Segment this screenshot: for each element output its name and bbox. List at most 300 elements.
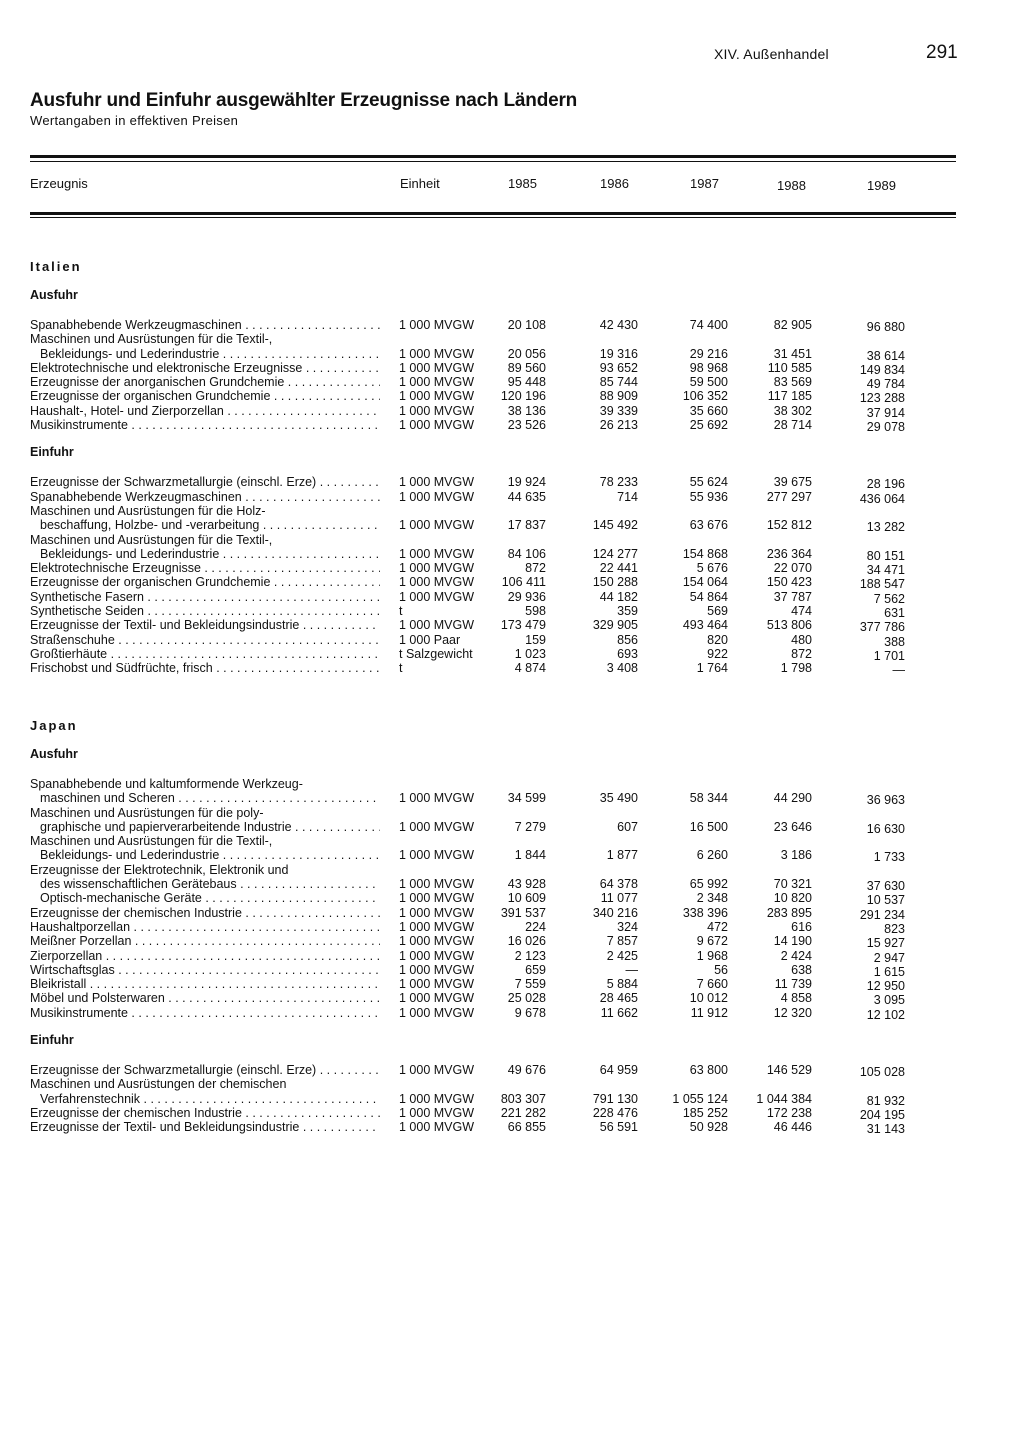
value-1985-cell: 598	[525, 604, 546, 619]
value-1986-cell: 5 884	[606, 977, 638, 992]
table-row	[30, 561, 930, 578]
value-1989-cell: 38 614	[866, 348, 905, 363]
product-cell: Wirtschaftsglas . . .	[30, 963, 380, 977]
value-1989-cell: 823	[884, 921, 905, 936]
product-cell: des wissenschaftlichen Gerätebaus . . .	[30, 877, 380, 891]
product-cell: Erzeugnisse der chemischen Industrie . . .	[30, 1106, 380, 1120]
value-1989-cell: 204 195	[859, 1107, 905, 1122]
value-1987-cell: 50 928	[689, 1120, 728, 1135]
value-1988-cell: 10 820	[773, 891, 812, 906]
value-1989-cell: 37 914	[866, 405, 905, 420]
unit-cell: 1 000 Paar	[399, 632, 461, 647]
value-1988-cell: 46 446	[773, 1120, 812, 1135]
value-1988-cell: 172 238	[766, 1105, 812, 1120]
value-1988-cell: 83 569	[773, 375, 812, 390]
value-1987-cell: 820	[707, 632, 728, 647]
value-1989-cell: 13 282	[866, 520, 905, 535]
value-1986-cell: 22 441	[599, 561, 638, 576]
unit-cell: 1 000 MVGW	[399, 375, 475, 390]
value-1989-cell: 80 151	[866, 548, 905, 563]
unit-cell: 1 000 MVGW	[399, 1105, 475, 1120]
value-1989-cell: 81 932	[866, 1093, 905, 1108]
unit-cell: 1 000 MVGW	[399, 403, 475, 418]
value-1987-cell: 74 400	[689, 318, 728, 332]
page-subtitle: Wertangaben in effektiven Preisen	[30, 113, 239, 128]
value-1985-cell: 19 924	[507, 475, 546, 490]
value-1988-cell: 480	[791, 632, 812, 647]
product-cell: Erzeugnisse der Elektrotechnik, Elektronik und	[30, 862, 289, 877]
product-cell: Erzeugnisse der Textil- und Bekleidungsindustrie . . .	[30, 618, 380, 632]
value-1985-cell: 49 676	[507, 1063, 546, 1078]
value-1987-cell: 7 660	[696, 977, 728, 992]
unit-cell: 1 000 MVGW	[399, 618, 475, 633]
value-1986-cell: 2 425	[606, 948, 638, 963]
value-1989-cell: 10 537	[866, 893, 905, 908]
product-cell: Möbel und Polsterwaren . . .	[30, 991, 380, 1005]
value-1988-cell: 150 423	[766, 575, 812, 590]
value-1988-cell: 2 424	[780, 948, 812, 963]
product-cell: Erzeugnisse der Schwarzmetallurgie (einschl. Erze) . . .	[30, 1063, 380, 1077]
table-top-rule	[30, 155, 956, 158]
unit-cell: 1 000 MVGW	[399, 962, 475, 977]
table-row	[30, 332, 930, 346]
value-1987-cell: 922	[707, 646, 728, 661]
column-header-1989: 1989	[867, 178, 896, 193]
value-1985-cell: 20 108	[507, 318, 546, 332]
column-header-erzeugnis: Erzeugnis	[30, 176, 88, 191]
value-1986-cell: 693	[617, 646, 638, 661]
unit-cell: 1 000 MVGW	[399, 877, 475, 892]
subsection-ausfuhr: Ausfuhr	[30, 747, 78, 761]
value-1987-cell: 1 968	[696, 948, 728, 963]
unit-cell: 1 000 MVGW	[399, 1005, 475, 1020]
table-row	[30, 1120, 930, 1137]
unit-cell: 1 000 MVGW	[399, 819, 475, 834]
value-1988-cell: 23 646	[773, 819, 812, 834]
value-1986-cell: 145 492	[592, 518, 638, 533]
value-1987-cell: 6 260	[696, 848, 728, 863]
unit-cell: 1 000 MVGW	[399, 948, 475, 963]
product-cell: Erzeugnisse der anorganischen Grundchemie . . .	[30, 375, 380, 389]
value-1985-cell: 2 123	[514, 948, 546, 963]
value-1985-cell: 7 559	[514, 977, 546, 992]
value-1987-cell: 472	[707, 919, 728, 934]
unit-cell: 1 000 MVGW	[399, 518, 475, 533]
value-1987-cell: 35 660	[689, 403, 728, 418]
unit-cell: 1 000 MVGW	[399, 418, 475, 433]
value-1985-cell: 95 448	[507, 375, 546, 390]
section-japan	[30, 718, 930, 1135]
value-1987-cell: 55 936	[689, 489, 728, 504]
country-heading: Italien	[30, 259, 82, 274]
value-1989-cell: 29 078	[866, 420, 905, 435]
value-1987-cell: 59 500	[689, 375, 728, 390]
value-1985-cell: 44 635	[507, 489, 546, 504]
value-1988-cell: 82 905	[773, 318, 812, 332]
table-row	[30, 518, 930, 535]
value-1985-cell: 17 837	[507, 518, 546, 533]
value-1987-cell: 154 868	[682, 546, 728, 561]
table-row	[30, 1106, 930, 1120]
value-1988-cell: 146 529	[766, 1063, 812, 1078]
table-row	[30, 863, 930, 877]
value-1987-cell: 9 672	[696, 934, 728, 949]
table-row	[30, 404, 930, 418]
unit-cell: t	[399, 604, 403, 619]
value-1985-cell: 23 526	[507, 418, 546, 433]
unit-cell: 1 000 MVGW	[399, 346, 475, 361]
value-1988-cell: 513 806	[766, 618, 812, 633]
table-row	[30, 604, 930, 621]
unit-cell: t	[399, 661, 403, 676]
column-header-einheit: Einheit	[400, 176, 440, 191]
value-1988-cell: 4 858	[780, 991, 812, 1006]
value-1987-cell: 106 352	[682, 389, 728, 404]
value-1986-cell: 228 476	[592, 1105, 638, 1120]
value-1986-cell: 44 182	[599, 589, 638, 604]
product-cell: Maschinen und Ausrüstungen für die Textil-,	[30, 834, 273, 849]
value-1986-cell: 791 130	[592, 1091, 638, 1106]
value-1989-cell: 377 786	[859, 620, 905, 635]
value-1986-cell: —	[625, 962, 638, 977]
table-row	[30, 490, 930, 504]
value-1986-cell: 324	[617, 919, 638, 934]
product-cell: Großtierhäute . . .	[30, 647, 380, 661]
table-row	[30, 949, 930, 963]
value-1989-cell: 96 880	[866, 320, 905, 334]
table-row	[30, 633, 930, 647]
table-row	[30, 791, 930, 808]
table-row	[30, 934, 930, 951]
unit-cell: 1 000 MVGW	[399, 589, 475, 604]
table-row	[30, 820, 930, 834]
product-cell: Synthetische Seiden . . .	[30, 604, 380, 618]
value-1986-cell: 28 465	[599, 991, 638, 1006]
value-1989-cell: 37 630	[866, 879, 905, 894]
value-1989-cell: 3 095	[873, 993, 905, 1008]
page-header	[0, 42, 1024, 66]
value-1988-cell: 22 070	[773, 561, 812, 576]
value-1985-cell: 391 537	[500, 905, 546, 920]
table-top-rule-thin	[30, 161, 956, 162]
column-header-1986: 1986	[600, 176, 629, 191]
table-row	[30, 547, 930, 561]
value-1985-cell: 173 479	[500, 618, 546, 633]
product-cell: Bekleidungs- und Lederindustrie . . .	[30, 848, 380, 862]
unit-cell: 1 000 MVGW	[399, 1091, 475, 1106]
value-1988-cell: 110 585	[767, 360, 812, 375]
running-head: XIV. Außenhandel	[714, 46, 829, 62]
value-1987-cell: 98 968	[689, 360, 728, 375]
table-row	[30, 475, 930, 492]
value-1988-cell: 1 798	[780, 661, 812, 676]
table-row	[30, 575, 930, 592]
product-cell: Zierporzellan . . .	[30, 949, 380, 963]
value-1986-cell: 124 277	[592, 546, 638, 561]
table-row	[30, 891, 930, 908]
value-1987-cell: 493 464	[682, 618, 728, 633]
value-1987-cell: 54 864	[689, 589, 728, 604]
value-1989-cell: 123 288	[859, 391, 905, 406]
value-1988-cell: 37 787	[773, 589, 812, 604]
value-1987-cell: 11 912	[690, 1005, 728, 1020]
table-row	[30, 1077, 930, 1091]
value-1987-cell: 16 500	[689, 819, 728, 834]
value-1985-cell: 20 056	[507, 346, 546, 361]
unit-cell: 1 000 MVGW	[399, 905, 475, 920]
unit-cell: 1 000 MVGW	[399, 977, 475, 992]
value-1989-cell: 2 947	[873, 950, 905, 965]
value-1986-cell: 35 490	[599, 791, 638, 806]
value-1989-cell: 1 733	[873, 850, 905, 865]
value-1985-cell: 659	[525, 962, 546, 977]
column-header-1988: 1988	[777, 178, 806, 193]
value-1985-cell: 7 279	[514, 819, 546, 834]
value-1989-cell: 388	[884, 634, 905, 649]
column-header-1987: 1987	[690, 176, 719, 191]
product-cell: maschinen und Scheren . . .	[30, 791, 380, 805]
value-1988-cell: 3 186	[780, 848, 812, 863]
value-1988-cell: 638	[791, 962, 812, 977]
value-1986-cell: 64 378	[599, 877, 638, 892]
table-row	[30, 661, 930, 678]
table-header-rule	[30, 212, 956, 215]
product-cell: Erzeugnisse der Textil- und Bekleidungsindustrie . . .	[30, 1120, 380, 1134]
table-body	[30, 475, 930, 678]
table-row	[30, 963, 930, 977]
product-cell: Spanabhebende und kaltumformende Werkzeug-	[30, 777, 303, 791]
value-1988-cell: 39 675	[773, 475, 812, 490]
table-row	[30, 347, 930, 361]
product-cell: Haushaltporzellan . . .	[30, 920, 380, 934]
value-1985-cell: 84 106	[507, 546, 546, 561]
value-1988-cell: 616	[791, 919, 812, 934]
product-cell: Maschinen und Ausrüstungen für die poly-	[30, 805, 264, 820]
unit-cell: 1 000 MVGW	[399, 848, 475, 863]
unit-cell: t Salzgewicht	[399, 646, 473, 661]
subsection-ausfuhr: Ausfuhr	[30, 288, 78, 302]
product-cell: Erzeugnisse der organischen Grundchemie . . .	[30, 389, 380, 403]
value-1988-cell: 44 290	[773, 791, 812, 806]
table-row	[30, 389, 930, 406]
product-cell: Straßenschuhe . . .	[30, 633, 380, 647]
unit-cell: 1 000 MVGW	[399, 919, 475, 934]
value-1986-cell: 93 652	[599, 360, 638, 375]
value-1988-cell: 117 185	[767, 389, 812, 404]
value-1986-cell: 359	[617, 604, 638, 619]
table-body	[30, 318, 930, 435]
table-row	[30, 777, 930, 791]
page-title: Ausfuhr und Einfuhr ausgewählter Erzeugnisse nach Ländern	[30, 90, 578, 111]
value-1986-cell: 56 591	[599, 1120, 638, 1135]
table-row	[30, 906, 930, 920]
unit-cell: 1 000 MVGW	[399, 489, 475, 504]
value-1985-cell: 10 609	[507, 891, 546, 906]
value-1989-cell: 12 950	[866, 979, 905, 994]
value-1986-cell: 714	[617, 489, 638, 504]
product-cell: Synthetische Fasern . . .	[30, 590, 380, 604]
value-1986-cell: 607	[617, 819, 638, 834]
value-1986-cell: 19 316	[599, 346, 638, 361]
value-1985-cell: 159	[525, 632, 546, 647]
table-row	[30, 1092, 930, 1106]
table-row	[30, 920, 930, 934]
value-1985-cell: 43 928	[507, 877, 546, 892]
table-header-rule-thin	[30, 217, 956, 218]
column-header-1985: 1985	[508, 176, 537, 191]
product-cell: Bekleidungs- und Lederindustrie . . .	[30, 547, 380, 561]
value-1986-cell: 340 216	[592, 905, 638, 920]
value-1986-cell: 39 339	[599, 403, 638, 418]
value-1988-cell: 872	[791, 646, 812, 661]
value-1985-cell: 29 936	[507, 589, 546, 604]
value-1986-cell: 42 430	[599, 318, 638, 332]
value-1989-cell: 16 630	[866, 821, 905, 836]
section-italien	[30, 259, 930, 676]
value-1985-cell: 872	[525, 561, 546, 576]
value-1987-cell: 1 055 124	[672, 1091, 728, 1106]
value-1986-cell: 88 909	[599, 389, 638, 404]
value-1989-cell: 12 102	[866, 1007, 905, 1022]
value-1986-cell: 329 905	[592, 618, 638, 633]
product-cell: Maschinen und Ausrüstungen der chemischen	[30, 1077, 287, 1092]
value-1987-cell: 29 216	[689, 346, 728, 361]
value-1989-cell: 36 963	[866, 793, 905, 808]
value-1989-cell: 105 028	[859, 1065, 905, 1080]
value-1985-cell: 106 411	[501, 575, 546, 590]
product-cell: Maschinen und Ausrüstungen für die Textil-,	[30, 332, 273, 347]
value-1988-cell: 28 714	[773, 418, 812, 433]
product-cell: Meißner Porzellan . . .	[30, 934, 380, 948]
unit-cell: 1 000 MVGW	[399, 360, 475, 375]
product-cell: beschaffung, Holzbe- und -verarbeitung . . .	[30, 518, 380, 532]
product-cell: Bekleidungs- und Lederindustrie . . .	[30, 347, 380, 361]
value-1988-cell: 38 302	[773, 403, 812, 418]
value-1988-cell: 474	[791, 604, 812, 619]
value-1989-cell: 436 064	[859, 491, 905, 506]
product-cell: Verfahrenstechnik . . .	[30, 1092, 380, 1106]
product-cell: Erzeugnisse der chemischen Industrie . . .	[30, 906, 380, 920]
value-1989-cell: 34 471	[866, 563, 905, 578]
value-1988-cell: 236 364	[766, 546, 812, 561]
value-1988-cell: 277 297	[766, 489, 812, 504]
table-row	[30, 977, 930, 994]
subsection-einfuhr: Einfuhr	[30, 445, 74, 460]
value-1989-cell: 15 927	[866, 936, 905, 951]
value-1986-cell: 11 077	[600, 891, 638, 906]
product-cell: Spanabhebende Werkzeugmaschinen . . .	[30, 490, 380, 504]
value-1987-cell: 2 348	[696, 891, 728, 906]
table-row	[30, 618, 930, 635]
table-row	[30, 1006, 930, 1020]
value-1985-cell: 120 196	[500, 389, 546, 404]
value-1987-cell: 185 252	[682, 1105, 728, 1120]
value-1988-cell: 12 320	[773, 1005, 812, 1020]
value-1989-cell: 1 615	[873, 964, 905, 979]
value-1989-cell: 28 196	[866, 477, 905, 492]
title-block	[30, 90, 577, 128]
value-1986-cell: 1 877	[606, 848, 638, 863]
table-row	[30, 590, 930, 604]
unit-cell: 1 000 MVGW	[399, 389, 475, 404]
value-1985-cell: 4 874	[514, 661, 546, 676]
table-row	[30, 877, 930, 894]
value-1988-cell: 152 812	[766, 518, 812, 533]
table-row	[30, 318, 930, 332]
unit-cell: 1 000 MVGW	[399, 991, 475, 1006]
value-1989-cell: 631	[884, 606, 905, 621]
table-row	[30, 504, 930, 518]
table-body	[30, 1063, 930, 1137]
table-row	[30, 418, 930, 435]
value-1985-cell: 803 307	[500, 1091, 546, 1106]
value-1987-cell: 65 992	[689, 877, 728, 892]
table-row	[30, 647, 930, 661]
value-1986-cell: 3 408	[606, 661, 638, 676]
value-1987-cell: 1 764	[696, 661, 728, 676]
value-1989-cell: 149 834	[859, 362, 905, 377]
unit-cell: 1 000 MVGW	[399, 318, 475, 332]
value-1989-cell: 1 701	[873, 648, 905, 663]
value-1986-cell: 85 744	[599, 375, 638, 390]
subsection-einfuhr: Einfuhr	[30, 1033, 74, 1048]
unit-cell: 1 000 MVGW	[399, 934, 475, 949]
unit-cell: 1 000 MVGW	[399, 791, 475, 806]
value-1986-cell: 64 959	[599, 1063, 638, 1078]
product-cell: Elektrotechnische und elektronische Erzeugnisse . . .	[30, 361, 380, 375]
product-cell: Haushalt-, Hotel- und Zierporzellan . . .	[30, 404, 380, 418]
value-1985-cell: 89 560	[507, 360, 546, 375]
country-heading: Japan	[30, 718, 78, 733]
product-cell: graphische und papierverarbeitende Industrie . . .	[30, 820, 380, 834]
table-row	[30, 848, 930, 865]
value-1987-cell: 58 344	[689, 791, 728, 806]
value-1986-cell: 7 857	[606, 934, 638, 949]
value-1988-cell: 70 321	[773, 877, 812, 892]
product-cell: Musikinstrumente . . .	[30, 1006, 380, 1020]
value-1988-cell: 283 895	[766, 905, 812, 920]
value-1988-cell: 1 044 384	[756, 1091, 812, 1106]
value-1986-cell: 11 662	[600, 1005, 638, 1020]
product-cell: Maschinen und Ausrüstungen für die Textil-,	[30, 532, 273, 547]
table-row	[30, 375, 930, 392]
product-cell: Musikinstrumente . . .	[30, 418, 380, 432]
unit-cell: 1 000 MVGW	[399, 1120, 475, 1135]
value-1985-cell: 25 028	[507, 991, 546, 1006]
table-row	[30, 834, 930, 848]
value-1985-cell: 221 282	[500, 1105, 546, 1120]
value-1985-cell: 1 023	[514, 646, 546, 661]
value-1987-cell: 5 676	[696, 561, 728, 576]
unit-cell: 1 000 MVGW	[399, 546, 475, 561]
product-cell: Elektrotechnische Erzeugnisse . . .	[30, 561, 380, 575]
value-1987-cell: 63 800	[689, 1063, 728, 1078]
product-cell: Frischobst und Südfrüchte, frisch . . .	[30, 661, 380, 675]
product-cell: Spanabhebende Werkzeugmaschinen . . .	[30, 318, 380, 332]
value-1986-cell: 26 213	[599, 418, 638, 433]
value-1989-cell: 291 234	[859, 907, 905, 922]
unit-cell: 1 000 MVGW	[399, 575, 475, 590]
value-1987-cell: 25 692	[689, 418, 728, 433]
value-1985-cell: 224	[525, 919, 546, 934]
value-1989-cell: 31 143	[866, 1122, 905, 1137]
value-1989-cell: —	[892, 663, 905, 678]
value-1987-cell: 10 012	[689, 991, 728, 1006]
value-1987-cell: 56	[714, 962, 728, 977]
table-row	[30, 533, 930, 547]
page-number: 291	[926, 42, 958, 63]
unit-cell: 1 000 MVGW	[399, 475, 475, 490]
